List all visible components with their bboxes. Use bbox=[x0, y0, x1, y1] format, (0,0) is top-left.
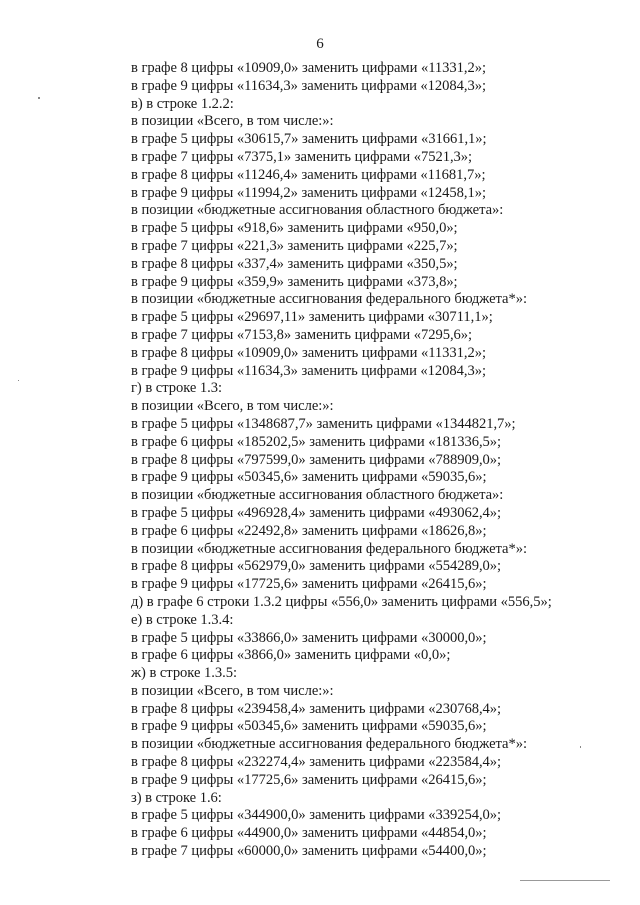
amendment-line: в графе 7 цифры «7375,1» заменить цифрами «7521,3»; bbox=[131, 148, 473, 165]
amendment-line: в графе 8 цифры «239458,4» заменить цифрами «230768,4»; bbox=[131, 700, 502, 717]
amendment-line: в позиции «бюджетные ассигнования областного бюджета»: bbox=[131, 202, 504, 219]
amendment-line: в позиции «бюджетные ассигнования федерального бюджета*»: bbox=[131, 736, 527, 753]
amendment-line: в графе 6 цифры «185202,5» заменить цифрами «181336,5»; bbox=[131, 433, 502, 450]
amendment-line: в графе 9 цифры «11994,2» заменить цифрами «12458,1»; bbox=[131, 184, 487, 201]
amendment-line: в позиции «Всего, в том числе:»: bbox=[131, 398, 334, 415]
amendment-line: в графе 8 цифры «337,4» заменить цифрами «350,5»; bbox=[131, 255, 458, 272]
amendment-line: ж) в строке 1.3.5: bbox=[131, 665, 237, 682]
scan-speck bbox=[38, 97, 40, 99]
amendment-line: в графе 8 цифры «10909,0» заменить цифрами «11331,2»; bbox=[131, 344, 487, 361]
scan-speck bbox=[580, 746, 581, 748]
amendment-line: в графе 5 цифры «29697,11» заменить цифрами «30711,1»; bbox=[131, 309, 493, 326]
amendment-line: в графе 7 цифры «60000,0» заменить цифрами «54400,0»; bbox=[131, 843, 487, 860]
amendment-line: в позиции «бюджетные ассигнования федерального бюджета*»: bbox=[131, 291, 527, 308]
amendment-line: в графе 5 цифры «1348687,7» заменить цифрами «1344821,7»; bbox=[131, 415, 516, 432]
amendment-line: е) в строке 1.3.4: bbox=[131, 611, 234, 628]
amendment-line: в графе 8 цифры «797599,0» заменить цифрами «788909,0»; bbox=[131, 451, 502, 468]
amendment-line: в графе 5 цифры «33866,0» заменить цифрами «30000,0»; bbox=[131, 629, 487, 646]
amendment-line: в графе 6 цифры «22492,8» заменить цифрами «18626,8»; bbox=[131, 522, 487, 539]
amendment-line: в графе 9 цифры «50345,6» заменить цифрами «59035,6»; bbox=[131, 469, 487, 486]
amendment-line: в графе 8 цифры «562979,0» заменить цифрами «554289,0»; bbox=[131, 558, 502, 575]
amendment-line: в графе 5 цифры «30615,7» заменить цифрами «31661,1»; bbox=[131, 131, 487, 148]
page-number: 6 bbox=[316, 36, 324, 52]
amendment-line: в графе 8 цифры «10909,0» заменить цифрами «11331,2»; bbox=[131, 60, 487, 76]
amendment-line: в графе 9 цифры «17725,6» заменить цифрами «26415,6»; bbox=[131, 771, 487, 788]
amendment-line: в позиции «Всего, в том числе:»: bbox=[131, 682, 334, 699]
amendment-line: г) в строке 1.3: bbox=[131, 380, 223, 397]
amendment-line: в позиции «бюджетные ассигнования федерального бюджета*»: bbox=[131, 540, 527, 557]
amendment-line: в позиции «бюджетные ассигнования областного бюджета»: bbox=[131, 487, 504, 504]
amendment-line: в) в строке 1.2.2: bbox=[131, 95, 234, 112]
amendment-line: в графе 9 цифры «359,9» заменить цифрами «373,8»; bbox=[131, 273, 458, 290]
amendment-line: в графе 7 цифры «7153,8» заменить цифрами «7295,6»; bbox=[131, 326, 473, 343]
amendment-line: з) в строке 1.6: bbox=[131, 789, 222, 806]
amendment-list bbox=[131, 60, 636, 861]
amendment-line: д) в графе 6 строки 1.3.2 цифры «556,0» заменить цифрами «556,5»; bbox=[131, 593, 552, 610]
amendment-line: в графе 6 цифры «44900,0» заменить цифрами «44854,0»; bbox=[131, 825, 487, 842]
amendment-line: в позиции «Всего, в том числе:»: bbox=[131, 113, 334, 130]
amendment-line: в графе 9 цифры «11634,3» заменить цифрами «12084,3»; bbox=[131, 77, 487, 94]
amendment-line: в графе 7 цифры «221,3» заменить цифрами «225,7»; bbox=[131, 237, 458, 254]
amendment-line: в графе 8 цифры «232274,4» заменить цифрами «223584,4»; bbox=[131, 754, 502, 771]
amendment-line: в графе 6 цифры «3866,0» заменить цифрами «0,0»; bbox=[131, 647, 451, 664]
scan-speck bbox=[18, 380, 19, 381]
amendment-line: в графе 9 цифры «17725,6» заменить цифрами «26415,6»; bbox=[131, 576, 487, 593]
amendment-line: в графе 5 цифры «496928,4» заменить цифрами «493062,4»; bbox=[131, 504, 502, 521]
amendment-line: в графе 9 цифры «50345,6» заменить цифрами «59035,6»; bbox=[131, 718, 487, 735]
amendment-line: в графе 9 цифры «11634,3» заменить цифрами «12084,3»; bbox=[131, 362, 487, 379]
amendment-line: в графе 5 цифры «344900,0» заменить цифрами «339254,0»; bbox=[131, 807, 502, 824]
footer-rule bbox=[520, 880, 610, 881]
amendment-line: в графе 8 цифры «11246,4» заменить цифрами «11681,7»; bbox=[131, 166, 486, 183]
amendment-line: в графе 5 цифры «918,6» заменить цифрами «950,0»; bbox=[131, 220, 458, 237]
